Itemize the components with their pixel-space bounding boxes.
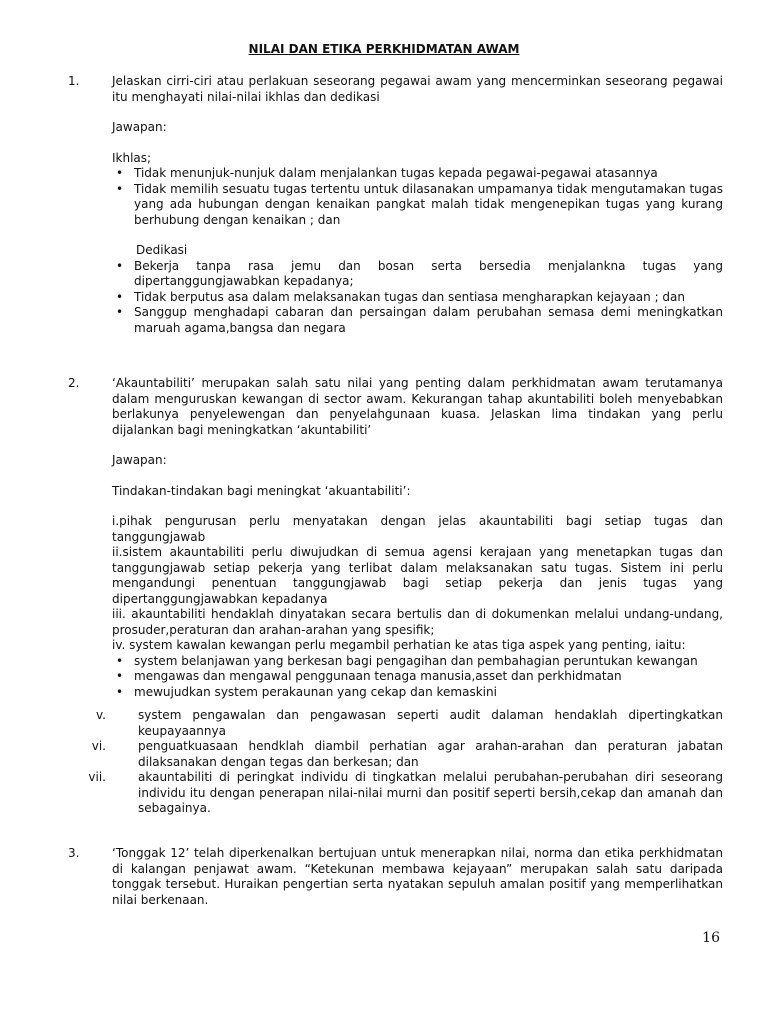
question-number: 3. bbox=[68, 846, 80, 860]
page-number: 16 bbox=[702, 930, 720, 946]
list-item: • mengawas dan mengawal penggunaan tenaga manusia,asset dan perkhidmatan bbox=[112, 669, 723, 685]
roman-item bbox=[68, 708, 723, 739]
list-item: • system belanjawan yang berkesan bagi pengagihan dan pembahagian peruntukan kewangan bbox=[112, 654, 723, 670]
question-text: Jelaskan cirri-ciri atau perlakuan seseorang pegawai awam yang mencerminkan seseorang pegawai itu menghayati nilai-nilai ikhlas dan dedikasi bbox=[112, 74, 723, 104]
question-1 bbox=[68, 74, 723, 336]
question-2 bbox=[68, 376, 723, 817]
point-iii: iii. akauntabiliti hendaklah dinyatakan secara bertulis dan di dokumenkan melalui undang-undang, prosuder,peraturan dan arahan-arahan yang spesifik; bbox=[112, 607, 723, 637]
list-item: • Bekerja tanpa rasa jemu dan bosan serta bersedia menjalankna tugas yang dipertanggungjawabkan kepadanya; bbox=[112, 259, 723, 290]
page-title: NILAI DAN ETIKA PERKHIDMATAN AWAM bbox=[248, 42, 520, 56]
roman-item bbox=[68, 739, 723, 770]
roman-numeral: vi. bbox=[91, 739, 106, 753]
list-item: • Sanggup menghadapi cabaran dan persaingan dalam perubahan semasa demi meningkatkan maruah agama,bangsa dan negara bbox=[112, 305, 723, 336]
point-i: i.pihak pengurusan perlu menyatakan dengan jelas akauntabiliti bagi setiap tugas dan tanggungjawab bbox=[112, 514, 723, 544]
answer-label: Jawapan: bbox=[112, 120, 167, 134]
point-iv: iv. system kawalan kewangan perlu megambil perhatian ke atas tiga aspek yang penting, iaitu: bbox=[112, 638, 686, 652]
ikhlas-list bbox=[112, 166, 723, 228]
point-ii: ii.sistem akauntabiliti perlu diwujudkan di semua agensi kerajaan yang menetapkan tugas dan tanggungjawab setiap pekerja yang terlibat dalam melaksanakan satu tugas. Sistem ini perlu mengandungi penentuan tanggungjawab bagi setiap pekerja dan jenis tugas yang dipertanggungjawabkan kepadanya bbox=[112, 545, 723, 606]
list-item: • Tidak berputus asa dalam melaksanakan tugas dan sentiasa mengharapkan kejayaan ; dan bbox=[112, 290, 723, 306]
question-number: 1. bbox=[68, 74, 80, 88]
answer-label: Jawapan: bbox=[112, 453, 167, 467]
question-text: ‘Tonggak 12’ telah diperkenalkan bertujuan untuk menerapkan nilai, norma dan etika perkhidmatan di kalangan penjawat awam. “Ketekunan membawa kejayaan” merupakan salah satu daripada tonggak tersebut. Huraikan pengertian serta nyatakan sepuluh amalan positif yang memperlihatkan nilai berkenaan. bbox=[112, 846, 723, 907]
list-item: • mewujudkan system perakaunan yang cekap dan kemaskini bbox=[112, 685, 723, 701]
roman-text: penguatkuasaan hendklah diambil perhatian agar arahan-arahan dan peraturan jabatan dilaksanakan dengan tegas dan berkesan; dan bbox=[138, 739, 723, 769]
roman-numeral: vii. bbox=[88, 770, 106, 784]
dedikasi-list bbox=[112, 259, 723, 337]
list-item: • Tidak memilih sesuatu tugas tertentu untuk dilasanakan umpamanya tidak mengutamakan tugas yang ada hubungan dengan kenaikan pangkat malah tidak mengenepikan tugas yang kurang berhubung dengan kenaikan ; dan bbox=[112, 182, 723, 229]
point-iv-list bbox=[112, 654, 723, 701]
question-text: ‘Akauntabiliti’ merupakan salah satu nilai yang penting dalam perkhidmatan awam terutamanya dalam menguruskan kewangan di sector awam. Kekurangan tahap akuntabiliti boleh menyebabkan berlakunya penyelewengan dan penyelahgunaan kuasa. Jelaskan lima tindakan yang perlu dijalankan bagi meningkatkan ‘akuntabiliti’ bbox=[112, 376, 723, 437]
dedikasi-label: Dedikasi bbox=[136, 243, 188, 257]
roman-numeral: v. bbox=[96, 708, 106, 722]
list-item: • Tidak menunjuk-nunjuk dalam menjalankan tugas kepada pegawai-pegawai atasannya bbox=[112, 166, 723, 182]
answer-intro: Tindakan-tindakan bagi meningkat ‘akuantabiliti’: bbox=[112, 483, 411, 498]
ikhlas-label: Ikhlas; bbox=[112, 150, 152, 165]
question-3 bbox=[68, 846, 723, 908]
question-number: 2. bbox=[68, 376, 80, 390]
roman-text: akauntabiliti di peringkat individu di tingkatkan melalui perubahan-perubahan diri seseorang individu itu dengan penerapan nilai-nilai murni dan positif seperti bersih,cekap dan amanah dan sebagainya. bbox=[138, 770, 723, 815]
roman-item bbox=[68, 770, 723, 817]
roman-text: system pengawalan dan pengawasan seperti audit dalaman hendaklah dipertingkatkan keupayaannya bbox=[138, 708, 723, 738]
